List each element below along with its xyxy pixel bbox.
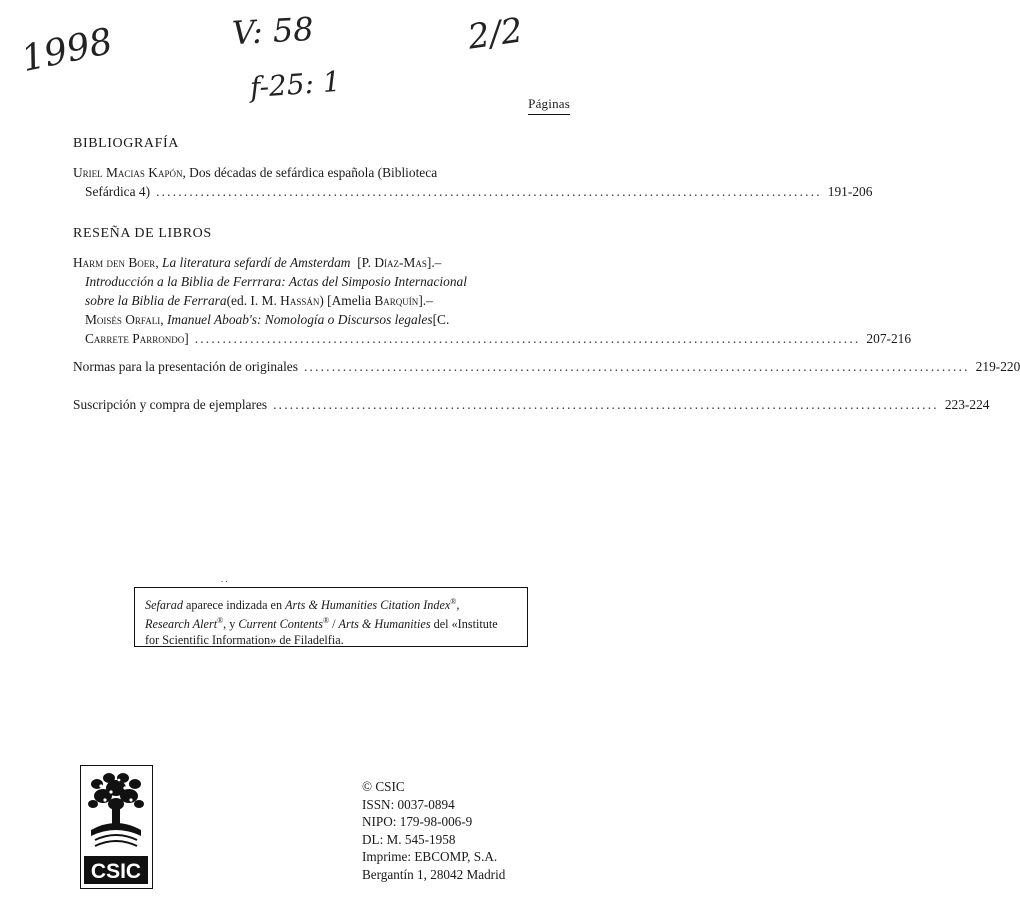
handwritten-year: 1998 [18, 20, 117, 81]
notice-index-name: Arts & Humanities Citation Index [285, 598, 451, 613]
entry-title: Introducción a la Biblia de Ferrrara: Actas del Simposio Internacional [85, 274, 467, 289]
notice-text: aparece indizada en [182, 598, 286, 613]
registered-mark: ® [450, 597, 457, 606]
comma: , [155, 255, 163, 270]
section-title-bibliografia: BIBLIOGRAFÍA [73, 136, 179, 151]
entry-text: Sefárdica 4) [85, 184, 151, 199]
dot-leader: ........................................................................................................................ [156, 184, 822, 199]
imprint-printer: Imprime: EBCOMP, S.A. [362, 849, 498, 865]
notice-text: del «Institute [430, 617, 498, 632]
imprint-dl: DL: M. 545-1958 [362, 831, 456, 847]
entry-author: Uriel Macias Kapón [73, 165, 183, 180]
csic-tree-emblem-icon [81, 766, 151, 887]
notice-index-name: Current Contents [238, 617, 323, 632]
handwritten-copy: 2/2 [465, 10, 526, 58]
imprint-address: Bergantín 1, 28042 Madrid [362, 866, 506, 882]
dot-leader: ........................................................................................................................ [303, 359, 970, 374]
registered-mark: ® [217, 616, 224, 626]
page-range: 219-220 [975, 359, 1020, 374]
notice-index-name: Arts & Humanities [338, 617, 431, 632]
notice-text: , [456, 598, 460, 613]
paginas-header: Páginas [528, 96, 570, 115]
imprint-issn: ISSN: 0037-0894 [362, 796, 455, 812]
toc-entry-bibliografia [73, 163, 873, 201]
imprint-copyright: © CSIC [362, 779, 405, 794]
entry-text: Carrete Parrondo] [85, 331, 189, 346]
entry-title: sobre la Biblia de Ferrara [85, 293, 227, 308]
dot-leader: ........................................................................................................................ [273, 397, 939, 412]
registered-mark: ® [322, 616, 330, 626]
entry-text: (ed. I. M. Hassán) [Amelia Barquín].– [226, 293, 433, 308]
entry-text: , Dos décadas de sefárdica española (Biblioteca [182, 165, 438, 180]
dot-leader: ........................................................................................................................ [194, 331, 861, 346]
entry-text: [P. Díaz-Mas].– [357, 255, 442, 270]
notice-journal-name: Sefarad [145, 598, 183, 613]
imprint-block [362, 778, 505, 884]
page-range: 223-224 [944, 397, 990, 412]
page-range: 191-206 [827, 184, 873, 199]
notice-text: / [329, 617, 339, 632]
csic-logo [80, 765, 153, 889]
toc-entry-suscripcion [73, 395, 990, 414]
entry-text: [C. [432, 312, 450, 327]
indexing-notice [134, 587, 528, 647]
stray-dots: .. [221, 574, 230, 584]
csic-logo-text: CSIC [90, 860, 142, 883]
section-title-resenas: RESEÑA DE LIBROS [73, 226, 212, 241]
comma: , [160, 312, 167, 327]
notice-text: , y [223, 617, 239, 632]
entry-title: La literatura sefardí de Amsterdam [162, 255, 351, 270]
toc-entry-resenas [73, 253, 912, 348]
notice-index-name: Research Alert [145, 617, 218, 632]
entry-author: Moisés Orfali [85, 312, 161, 327]
entry-text: Suscripción y compra de ejemplares [73, 397, 268, 412]
entry-title: Imanuel Aboab's: Nomología o Discursos legales [166, 312, 433, 327]
page-range: 207-216 [866, 331, 912, 346]
notice-text: for Scientific Information» de Filadelfia. [145, 633, 344, 648]
entry-author: Harm den Boer [73, 255, 156, 270]
entry-text: Normas para la presentación de originales [73, 359, 298, 374]
toc-entry-normas [73, 357, 1020, 376]
handwritten-volume: V: 58 [231, 9, 315, 53]
handwritten-fascicle: f-25: 1 [248, 64, 342, 105]
imprint-nipo: NIPO: 179-98-006-9 [362, 814, 473, 830]
